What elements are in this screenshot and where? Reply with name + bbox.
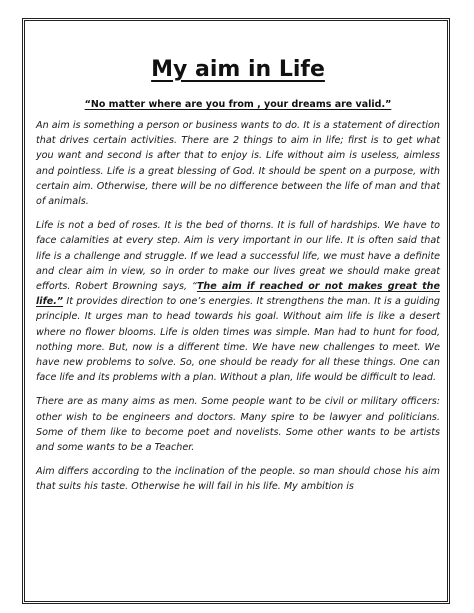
paragraph-2-text-after: It provides direction to one’s energies. It strengthens the man. It is a guiding principle. It urges man to head towards his goal. Without aim life is like a desert where no flower blooms. Life is olden times was simple. Man had to hunt for food, nothing more. But, now is a different time. We have new challenges to meet. We have new problems to solve. So, one should be ready for all these things. One can face life and its problems with a plan. Without a plan, life would be difficult to lead.	[36, 296, 440, 384]
paragraph-4: Aim differs according to the inclination of the people. so man should chose his aim that suits his taste. Otherwise he will fail in his life. My ambition is	[36, 466, 440, 493]
paragraph-1: An aim is something a person or business wants to do. It is a statement of direction that drives certain activities. There are 2 things to aim in life; first is to get what you want and second is after that to enjoy is. Life without aim is useless, aimless and pointless. Life is a great blessing of God. It should be spent on a purpose, with certain aim. Otherwise, there will be no difference between the life of man and that of animals.	[36, 120, 440, 208]
essay-title: My aim in Life	[151, 57, 325, 82]
browning-quote: The aim if reached or not makes great the life.”	[36, 281, 440, 308]
essay-quote: “No matter where are you from , your dreams are valid.”	[84, 99, 392, 110]
paragraph-3: There are as many aims as men. Some people want to be civil or military officers: other wish to be engineers and doctors. Many spire to be lawyer and politicians. Some of them like to become poet and novelists. Some other wants to be artists and some wants to be a Teacher.	[36, 396, 440, 454]
paragraph-2-text-before: Life is not a bed of roses. It is the bed of thorns. It is full of hardships. We have to face calamities at every step. Aim is very important in our life. It is often said that life is a challenge and struggle. If we lead a successful life, we must have a definite and clear aim in view, so in order to make our lives great we should make great efforts. Robert Browning says, “	[36, 220, 440, 293]
essay-content	[36, 56, 440, 504]
paragraph-2	[36, 218, 440, 385]
